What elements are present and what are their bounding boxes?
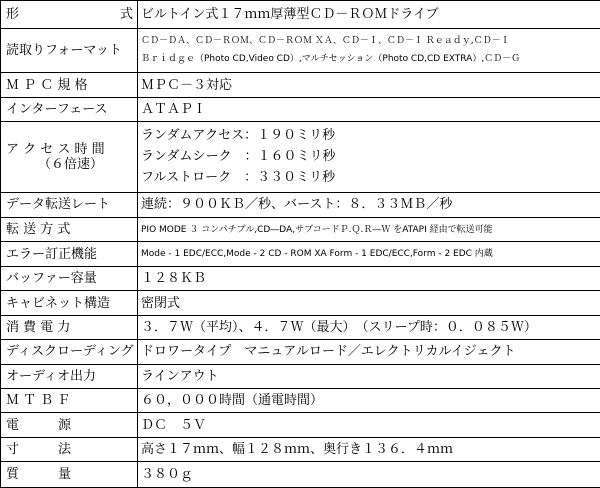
spec-label: バッファー容量 <box>1 266 138 290</box>
spec-value: 高さ１７ｍｍ、幅１２８ｍｍ、奥行き１３６．４ｍｍ <box>138 437 600 461</box>
spec-value-line: ランダムアクセス：１９０ミリ秒 <box>141 128 336 144</box>
spec-label: インターフェース <box>1 97 138 121</box>
spec-label: データ転送レート <box>1 192 138 217</box>
spec-label <box>1 122 138 192</box>
spec-value: ビルトイン式１７ｍｍ厚薄型ＣＤ－ＲＯＭドライブ <box>138 1 600 29</box>
spec-value: PIO MODE ３ コンパチブル,CD―DA,サブコードＰ.Ｑ.Ｒ―Ｗ をATAPI 経由で転送可能 <box>138 217 600 241</box>
spec-label: ディスクローディング <box>1 340 138 364</box>
spec-label: 質 量 <box>1 462 138 488</box>
spec-value: ＤＣ ５Ｖ <box>138 413 600 437</box>
spec-label: キャビネット構造 <box>1 291 138 315</box>
spec-value: ＡＴＡＰＩ <box>138 97 600 121</box>
spec-value: Mode - 1 EDC/ECC,Mode - 2 CD - ROM XA Form - 1 EDC/ECC,Form - 2 EDC 内蔵 <box>138 242 600 266</box>
spec-value: ３８０ｇ <box>138 462 600 488</box>
spec-value: 連続：９００ＫＢ／秒、バースト：８．３３ＭＢ／秒 <box>138 192 600 217</box>
spec-value <box>138 28 600 73</box>
spec-value: ラインアウト <box>138 364 600 388</box>
spec-row-access-time <box>1 122 600 192</box>
spec-label: 形 式 <box>1 1 138 29</box>
spec-value-line: ランダムシーク ：１６０ミリ秒 <box>141 149 336 165</box>
spec-value: ＭＰＣ－３対応 <box>138 73 600 97</box>
spec-value <box>138 122 600 192</box>
spec-row-power-consumption <box>1 315 600 339</box>
spec-row-buffer <box>1 266 600 290</box>
spec-label: 読取りフォーマット <box>1 28 138 73</box>
spec-value-line: ＣＤ－ＤＡ、ＣＤ－ＲＯＭ、ＣＤ－ＲＯＭ ＸＡ、ＣＤ－Ｉ、ＣＤ－Ｉ Ｒｅａｄｙ,ＣＤ－Ｉ <box>141 36 510 47</box>
spec-row-interface <box>1 97 600 121</box>
spec-label: Ｍ Ｔ Ｂ Ｆ <box>1 389 138 413</box>
spec-row-read-format <box>1 28 600 73</box>
spec-row-dimensions <box>1 437 600 461</box>
spec-value: ３．７Ｗ（平均）、４．７Ｗ（最大） （スリープ時：０．０８５Ｗ） <box>138 315 600 339</box>
spec-row-mtbf <box>1 389 600 413</box>
spec-label: オーディオ出力 <box>1 364 138 388</box>
spec-value: 密閉式 <box>138 291 600 315</box>
spec-value: １２８ＫＢ <box>138 266 600 290</box>
spec-label: エラー訂正機能 <box>1 242 138 266</box>
spec-label-sub: （６倍速） <box>38 156 104 172</box>
spec-value-line: Ｂｒｉｄｇｅ（Photo CD,Video CD）,マルチセッション（Photo CD,CD EXTRA）,ＣＤ－Ｇ <box>141 54 521 65</box>
spec-label: Ｍ Ｐ Ｃ 規 格 <box>1 73 138 97</box>
spec-row-error-correction <box>1 242 600 266</box>
spec-row-transfer-mode <box>1 217 600 241</box>
spec-value: ６０，０００時間（通電時間） <box>138 389 600 413</box>
spec-label: 転 送 方 式 <box>1 217 138 241</box>
spec-row-transfer-rate <box>1 192 600 217</box>
spec-value-line: フルストローク ：３３０ミリ秒 <box>141 170 336 186</box>
spec-row-type <box>1 1 600 29</box>
spec-row-power-supply <box>1 413 600 437</box>
spec-row-weight <box>1 462 600 488</box>
spec-label: 電 源 <box>1 413 138 437</box>
spec-label: 寸 法 <box>1 437 138 461</box>
spec-row-mpc <box>1 73 600 97</box>
spec-label-main: ア ク セ ス 時 間 <box>6 141 105 157</box>
spec-row-disc-loading <box>1 340 600 364</box>
spec-label: 消 費 電 力 <box>1 315 138 339</box>
spec-row-audio-output <box>1 364 600 388</box>
spec-row-cabinet <box>1 291 600 315</box>
spec-value: ドロワータイプ マニュアルロード／エレクトリカルイジェクト <box>138 340 600 364</box>
